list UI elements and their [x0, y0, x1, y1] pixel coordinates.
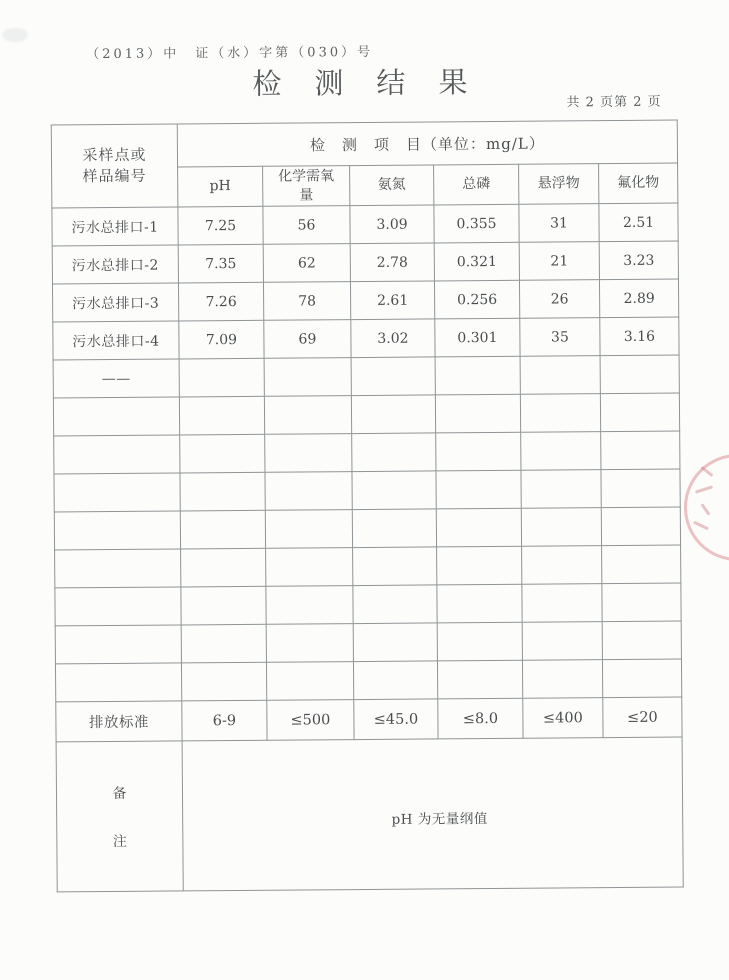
results-table: [51, 120, 684, 893]
table-cell: [601, 469, 680, 508]
table-row: [55, 583, 681, 626]
table-cell: ≤20: [603, 697, 682, 738]
group-header-row: [51, 120, 677, 168]
remark-label-char2: 注: [112, 833, 127, 850]
column-header-fluoride: 氟化物: [599, 163, 678, 204]
row-label: 污水总排口-3: [52, 283, 178, 322]
remark-label-char1: 备: [112, 785, 127, 802]
row-label: [55, 625, 181, 664]
table-cell: 0.321: [434, 242, 519, 281]
table-cell: [266, 624, 353, 663]
table-row: [54, 469, 680, 512]
standard-row-label: 排放标准: [56, 701, 182, 742]
table-row: [54, 431, 680, 474]
corner-header-line1: 采样点或: [82, 145, 147, 165]
table-cell: [264, 396, 351, 435]
table-cell: [180, 510, 265, 549]
row-label: [55, 549, 181, 588]
table-cell: [437, 584, 522, 623]
table-cell: 31: [519, 204, 599, 243]
row-label: [54, 435, 180, 474]
table-cell: [601, 507, 680, 546]
table-cell: 35: [520, 318, 600, 357]
row-label: [53, 397, 179, 436]
table-cell: [264, 358, 351, 397]
column-header-cod: 化学需氧量: [263, 166, 350, 207]
table-cell: 26: [519, 280, 599, 319]
table-cell: 2.78: [350, 243, 434, 282]
table-cell: [602, 621, 681, 660]
table-cell: 7.09: [179, 320, 264, 359]
table-cell: 2.89: [599, 279, 678, 318]
page-count-info: 共 2 页第 2 页: [566, 94, 662, 111]
page-title: 检 测 结 果: [252, 65, 470, 101]
table-cell: 3.02: [351, 319, 435, 358]
table-cell: 6-9: [182, 700, 267, 741]
table-cell: [522, 584, 602, 623]
table-cell: [179, 396, 264, 435]
table-cell: [352, 509, 436, 548]
corner-header: [51, 124, 178, 208]
table-cell: [265, 510, 352, 549]
row-label: [55, 587, 181, 626]
table-cell: ≤45.0: [354, 699, 438, 740]
table-cell: 3.09: [350, 205, 434, 244]
table-cell: ≤8.0: [438, 698, 523, 739]
table-cell: [437, 622, 522, 661]
table-cell: [181, 662, 266, 701]
column-header-phosphorus: 总磷: [434, 164, 519, 205]
table-cell: 7.26: [178, 282, 263, 321]
table-cell: [179, 358, 264, 397]
table-cell: 78: [263, 282, 350, 321]
table-cell: [521, 470, 601, 509]
document-number: （2013）中 证（水）字第（030）号: [86, 44, 374, 63]
table-cell: [602, 545, 681, 584]
table-cell: [266, 662, 353, 701]
row-label: 污水总排口-2: [52, 245, 178, 284]
table-cell: 3.16: [600, 317, 679, 356]
table-cell: 62: [263, 244, 350, 283]
table-cell: [351, 395, 435, 434]
table-row: [53, 355, 679, 398]
corner-header-line2: 样品编号: [82, 166, 147, 186]
table-cell: [353, 585, 437, 624]
table-cell: [520, 394, 600, 433]
table-row: [55, 621, 681, 664]
table-cell: 3.23: [599, 241, 678, 280]
column-header-ammonia: 氨氮: [350, 165, 434, 206]
row-label: [54, 473, 180, 512]
group-header: 检 测 项 目（单位：mg/L）: [177, 120, 677, 167]
table-cell: [522, 660, 602, 699]
table-cell: [600, 355, 679, 394]
row-label: ——: [53, 359, 179, 398]
remark-text: pH 为无量纲值: [391, 810, 488, 828]
table-row: [52, 203, 678, 246]
table-cell: [520, 356, 600, 395]
table-cell: [437, 660, 522, 699]
table-cell: 56: [263, 206, 350, 245]
table-cell: [265, 434, 352, 473]
table-cell: 0.256: [434, 280, 519, 319]
table-head: [51, 120, 678, 208]
table-cell: [352, 471, 436, 510]
table-cell: [522, 622, 602, 661]
row-label: [55, 663, 181, 702]
table-cell: [521, 508, 601, 547]
table-cell: [602, 583, 681, 622]
row-label: 污水总排口-4: [53, 321, 179, 360]
table-cell: 0.355: [434, 204, 519, 243]
table-cell: 7.25: [178, 206, 263, 245]
table-cell: 2.61: [350, 281, 434, 320]
table-row: [54, 507, 680, 550]
discharge-standard-row: [56, 697, 682, 742]
table-cell: ≤400: [523, 698, 603, 739]
table-row: [55, 545, 681, 588]
table-cell: [181, 548, 266, 587]
table-row: [53, 393, 679, 436]
table-body: [52, 203, 682, 702]
table-cell: [436, 470, 521, 509]
table-cell: [436, 432, 521, 471]
table-cell: [180, 472, 265, 511]
table-cell: 2.51: [599, 203, 678, 242]
column-header-suspended-solids: 悬浮物: [519, 164, 599, 205]
table-cell: [266, 586, 353, 625]
results-table-wrapper: [51, 120, 684, 893]
table-cell: [351, 357, 435, 396]
table-row: [52, 241, 678, 284]
table-cell: [522, 546, 602, 585]
table-cell: [600, 393, 679, 432]
table-cell: 0.301: [435, 318, 520, 357]
table-cell: [180, 434, 265, 473]
table-cell: [266, 548, 353, 587]
table-row: [52, 279, 678, 322]
row-label: [54, 511, 180, 550]
table-footer: [56, 697, 684, 892]
table-row: [55, 659, 681, 702]
remark-content-cell: [182, 737, 683, 891]
table-cell: 21: [519, 242, 599, 281]
row-label: 污水总排口-1: [52, 207, 178, 246]
table-cell: ≤500: [267, 700, 354, 741]
table-cell: [181, 624, 266, 663]
table-row: [53, 317, 679, 360]
table-cell: 7.35: [178, 244, 263, 283]
remark-label-cell: [56, 741, 183, 892]
table-cell: [353, 547, 437, 586]
table-cell: [602, 659, 681, 698]
table-cell: [436, 508, 521, 547]
table-cell: [601, 431, 680, 470]
table-cell: [435, 394, 520, 433]
table-cell: [265, 472, 352, 511]
table-cell: 69: [264, 320, 351, 359]
column-header-ph: pH: [178, 166, 263, 207]
table-cell: [435, 356, 520, 395]
table-cell: [352, 433, 436, 472]
table-cell: [521, 432, 601, 471]
table-cell: [181, 586, 266, 625]
table-cell: [353, 661, 437, 700]
remark-row: [56, 737, 683, 892]
table-cell: [437, 546, 522, 585]
table-cell: [353, 623, 437, 662]
